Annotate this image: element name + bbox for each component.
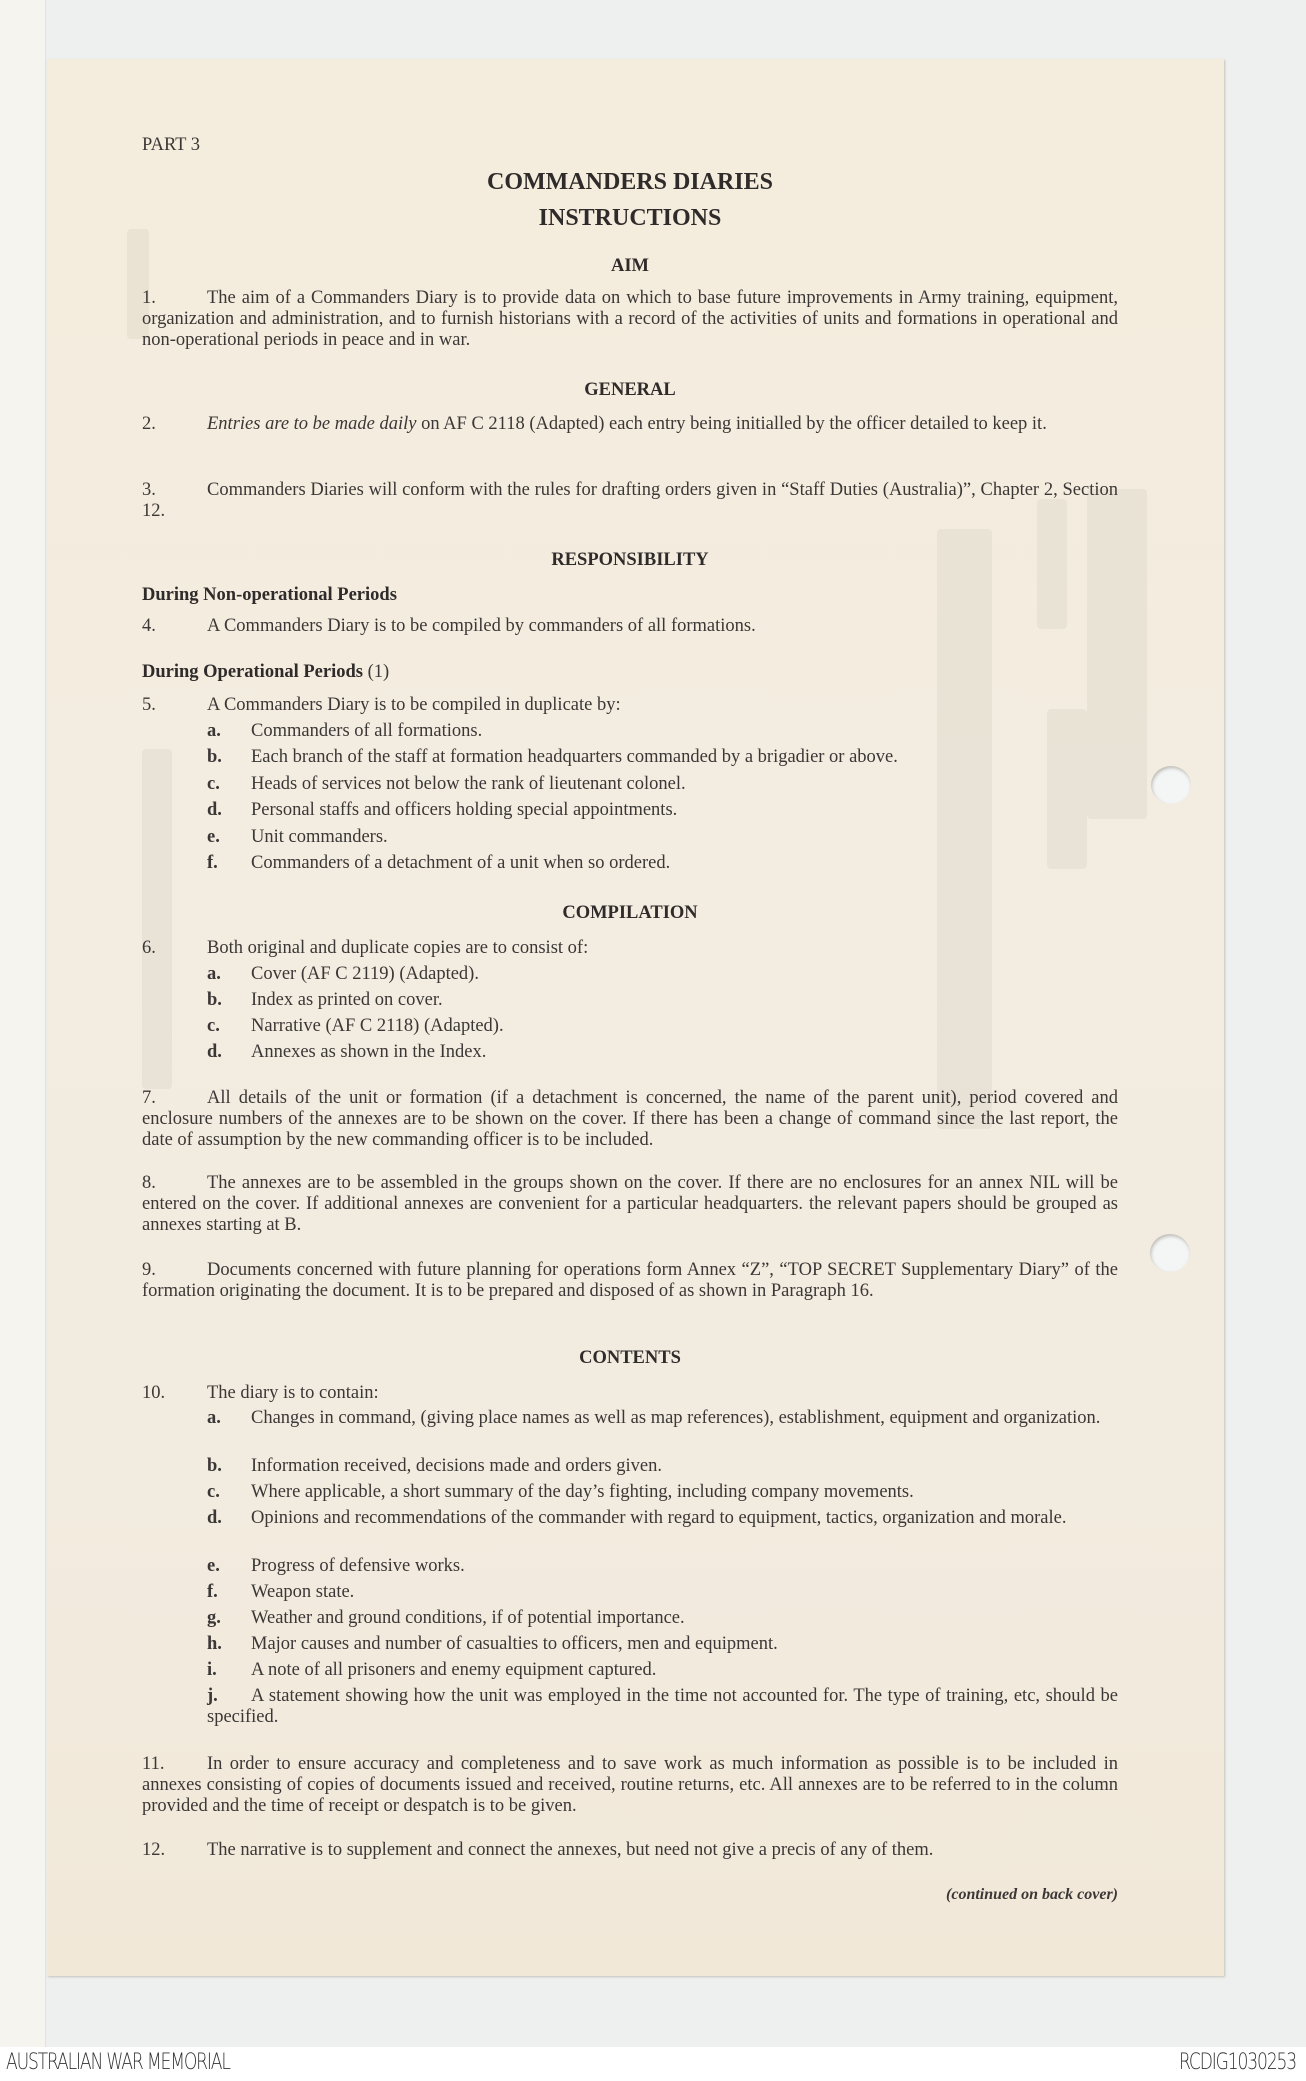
list-item xyxy=(207,964,1118,985)
list-item xyxy=(207,1686,1118,1728)
item-letter: a. xyxy=(207,721,221,741)
list-item xyxy=(207,1634,1118,1655)
paragraph-number: 11. xyxy=(142,1754,165,1774)
item-letter: b. xyxy=(207,747,222,767)
show-through-column xyxy=(1087,489,1147,819)
paragraph-7 xyxy=(142,1088,1118,1151)
paragraph-10 xyxy=(142,1383,1118,1404)
paragraph-6 xyxy=(142,938,1118,959)
paragraph-text: A Commanders Diary is to be compiled in duplicate by: xyxy=(207,695,621,715)
item-text: Unit commanders. xyxy=(251,827,388,847)
paragraph-text: Documents concerned with future planning for operations form Annex “Z”, “TOP SECRET Supplementary Diary” of the formation originating the document. It is to be prepared and disposed of as shown in Paragraph 16. xyxy=(142,1260,1118,1301)
item-text: Narrative (AF C 2118) (Adapted). xyxy=(251,1016,504,1036)
part-label: PART 3 xyxy=(142,135,201,155)
subheading-note: (1) xyxy=(362,662,390,682)
list-item xyxy=(207,1556,1118,1577)
item-letter: j. xyxy=(207,1686,218,1706)
paragraph-number: 6. xyxy=(142,938,156,958)
item-text: Information received, decisions made and orders given. xyxy=(251,1456,662,1476)
paragraph-9 xyxy=(142,1260,1118,1302)
paragraph-emphasis: Entries are to be made daily xyxy=(207,414,417,434)
item-letter: h. xyxy=(207,1634,222,1654)
item-letter: a. xyxy=(207,1408,221,1428)
paragraph-text: Both original and duplicate copies are to consist of: xyxy=(207,938,589,958)
paragraph-11 xyxy=(142,1754,1118,1817)
continued-note: (continued on back cover) xyxy=(946,1886,1118,1903)
page-title: COMMANDERS DIARIES xyxy=(486,169,774,195)
item-text: Weapon state. xyxy=(251,1582,355,1602)
item-text: Each branch of the staff at formation headquarters commanded by a brigadier or above. xyxy=(251,747,898,767)
item-letter: c. xyxy=(207,1482,220,1502)
paragraph-text: Commanders Diaries will conform with the rules for drafting orders given in “Staff Duties (Australia)”, Chapter 2, Section 12. xyxy=(142,480,1118,521)
item-letter: e. xyxy=(207,1556,220,1576)
list-item xyxy=(207,1042,1118,1063)
list-item xyxy=(207,800,1118,821)
item-text: Progress of defensive works. xyxy=(251,1556,465,1576)
item-text: Heads of services not below the rank of lieutenant colonel. xyxy=(251,774,686,794)
subheading-text: During Operational Periods xyxy=(142,662,363,682)
list-item xyxy=(207,1608,1118,1629)
paragraph-text: A Commanders Diary is to be compiled by commanders of all formations. xyxy=(207,616,756,636)
item-letter: g. xyxy=(207,1608,221,1628)
item-letter: f. xyxy=(207,1582,218,1602)
item-text: Cover (AF C 2119) (Adapted). xyxy=(251,964,479,984)
item-letter: d. xyxy=(207,1042,222,1062)
list-item xyxy=(207,721,1118,742)
footer-item-id: RCDIG1030253 xyxy=(1178,2050,1296,2075)
list-item xyxy=(207,747,1118,768)
item-text: Changes in command, (giving place names as well as map references), establishment, equipment and organization. xyxy=(251,1408,1101,1428)
punch-hole xyxy=(1150,1234,1190,1272)
item-text: Personal staffs and officers holding special appointments. xyxy=(251,800,678,820)
paragraph-4 xyxy=(142,616,1118,637)
paragraph-number: 7. xyxy=(142,1088,156,1108)
item-text: Index as printed on cover. xyxy=(251,990,443,1010)
item-letter: i. xyxy=(207,1660,217,1680)
paragraph-number: 3. xyxy=(142,480,156,500)
section-heading-contents: CONTENTS xyxy=(579,1348,681,1368)
item-letter: d. xyxy=(207,1508,222,1528)
item-letter: a. xyxy=(207,964,221,984)
paragraph-3 xyxy=(142,480,1118,522)
subheading-operational xyxy=(142,662,389,683)
punch-hole xyxy=(1151,766,1191,804)
section-heading-general: GENERAL xyxy=(584,380,676,400)
paragraph-text: In order to ensure accuracy and completeness and to save work as much information as possible is to be included in annexes consisting of copies of documents issued and received, routine returns, etc. All annexes are to be referred to in the column provided and the time of receipt or despatch is to be given. xyxy=(142,1754,1118,1816)
item-letter: d. xyxy=(207,800,222,820)
paragraph-5 xyxy=(142,695,1118,716)
item-letter: b. xyxy=(207,990,222,1010)
paragraph-text: The annexes are to be assembled in the groups shown on the cover. If there are no enclosures for an annex NIL will be entered on the cover. If additional annexes are convenient for a particular headquarters. the relevant papers should be grouped as annexes starting at B. xyxy=(142,1173,1118,1235)
list-item xyxy=(207,1456,1118,1477)
item-text: Weather and ground conditions, if of potential importance. xyxy=(251,1608,685,1628)
paragraph-number: 8. xyxy=(142,1173,156,1193)
paragraph-12 xyxy=(142,1840,1118,1861)
section-heading-compilation: COMPILATION xyxy=(562,903,698,923)
section-heading-aim: AIM xyxy=(610,256,650,276)
list-item xyxy=(207,827,1118,848)
section-heading-responsibility: RESPONSIBILITY xyxy=(551,550,709,570)
page-subtitle: INSTRUCTIONS xyxy=(538,205,722,231)
item-letter: c. xyxy=(207,774,220,794)
item-text: Major causes and number of casualties to officers, men and equipment. xyxy=(251,1634,778,1654)
item-text: Opinions and recommendations of the commander with regard to equipment, tactics, organization and morale. xyxy=(251,1508,1067,1528)
paragraph-number: 2. xyxy=(142,414,156,434)
list-item xyxy=(207,1016,1118,1037)
paragraph-number: 1. xyxy=(142,288,156,308)
paragraph-number: 5. xyxy=(142,695,156,715)
list-item xyxy=(207,1508,1118,1529)
paragraph-text: The aim of a Commanders Diary is to provide data on which to base future improvements in Army training, equipment, organization and administration, and to furnish historians with a record of the activities of units and formations in operational and non-operational periods in peace and in war. xyxy=(142,288,1118,350)
item-letter: f. xyxy=(207,853,218,873)
subheading-non-operational: During Non-operational Periods xyxy=(142,585,397,605)
footer-institution: AUSTRALIAN WAR MEMORIAL xyxy=(6,2050,230,2075)
item-text: Where applicable, a short summary of the day’s fighting, including company movements. xyxy=(251,1482,914,1502)
paragraph-number: 12. xyxy=(142,1840,166,1860)
item-letter: e. xyxy=(207,827,220,847)
paragraph-number: 9. xyxy=(142,1260,156,1280)
list-item xyxy=(207,1660,1118,1681)
item-text: Commanders of a detachment of a unit when so ordered. xyxy=(251,853,671,873)
item-letter: b. xyxy=(207,1456,222,1476)
scan-left-margin xyxy=(0,0,46,2047)
paragraph-number: 4. xyxy=(142,616,156,636)
list-item xyxy=(207,774,1118,795)
item-text: Commanders of all formations. xyxy=(251,721,483,741)
paragraph-1 xyxy=(142,288,1118,351)
paragraph-text: The diary is to contain: xyxy=(207,1383,379,1403)
paragraph-8 xyxy=(142,1173,1118,1236)
paragraph-text: The narrative is to supplement and connect the annexes, but need not give a precis of any of them. xyxy=(207,1840,934,1860)
item-text: A statement showing how the unit was employed in the time not accounted for. The type of training, etc, should be specified. xyxy=(207,1686,1118,1727)
paragraph-text: on AF C 2118 (Adapted) each entry being initialled by the officer detailed to keep it. xyxy=(416,414,1047,434)
list-item xyxy=(207,1482,1118,1503)
item-text: A note of all prisoners and enemy equipment captured. xyxy=(251,1660,657,1680)
item-text: Annexes as shown in the Index. xyxy=(251,1042,487,1062)
list-item xyxy=(207,990,1118,1011)
list-item xyxy=(207,1408,1118,1429)
paragraph-text: All details of the unit or formation (if a detachment is concerned, the name of the parent unit), period covered and enclosure numbers of the annexes are to be shown on the cover. If there has been a change of command since the last report, the date of assumption by the new commanding officer is to be included. xyxy=(142,1088,1118,1150)
paragraph-2 xyxy=(142,414,1118,435)
paragraph-number: 10. xyxy=(142,1383,166,1403)
list-item xyxy=(207,1582,1118,1603)
item-letter: c. xyxy=(207,1016,220,1036)
list-item xyxy=(207,853,1118,874)
